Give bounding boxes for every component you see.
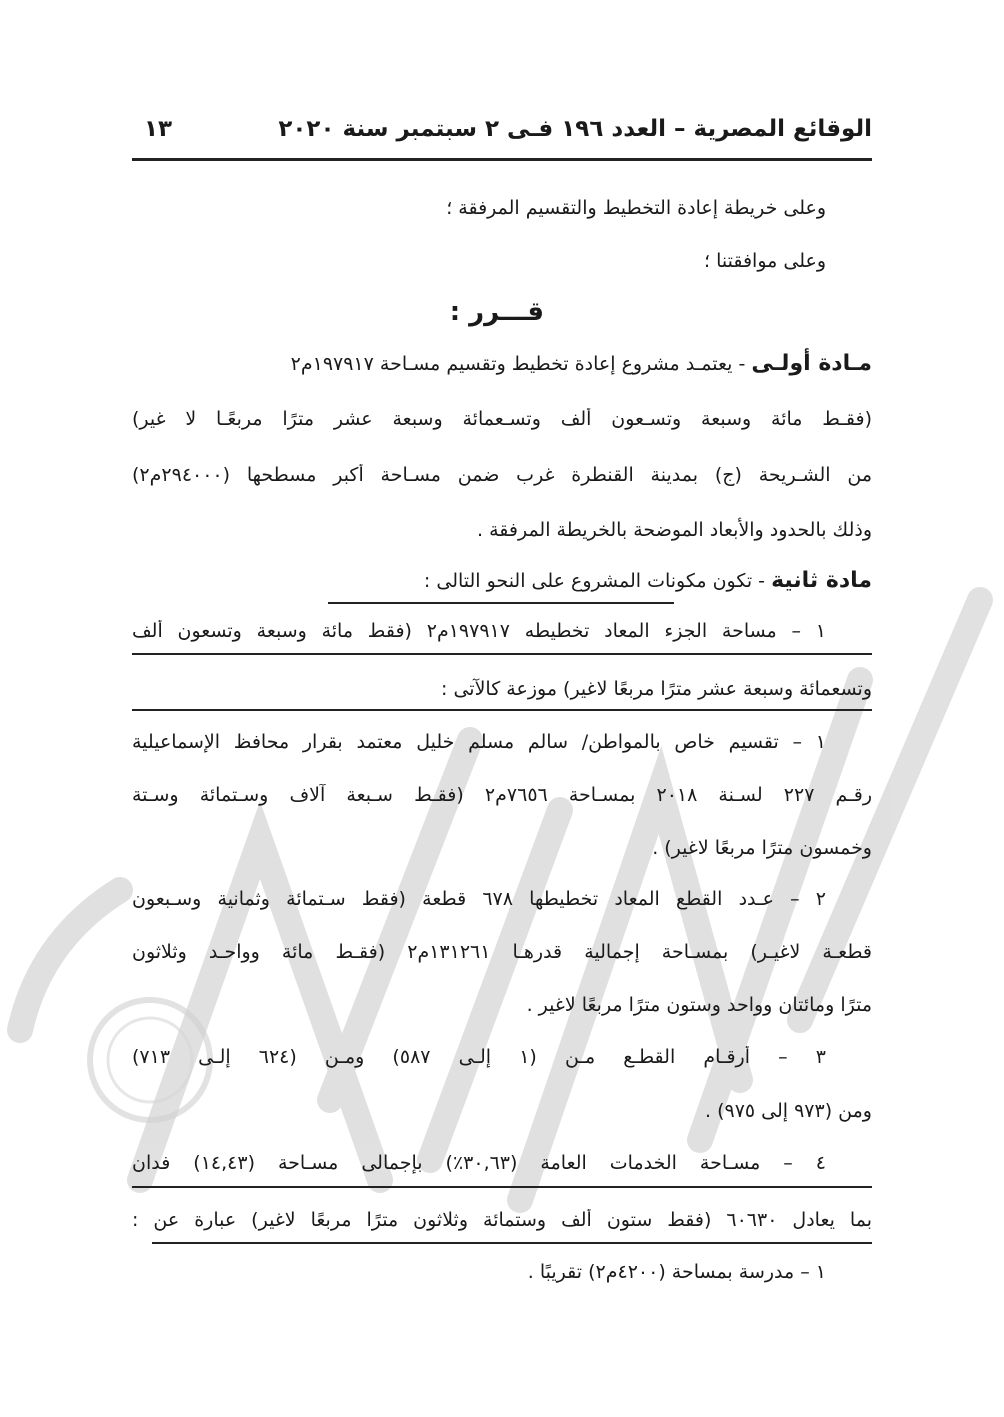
page-header <box>132 112 872 161</box>
sub-three-line-1: ٣ – أرقـام القطـع مـن (١ إلـى ٥٨٧) ومـن (٦٢٤ إلـى ٧١٣) <box>132 1046 826 1068</box>
article-one-line-3: من الشـريحة (ج) بمدينة القنطرة غرب ضمن مسـاحة أكبر مسطحها (٢٩٤٠٠٠م٢) <box>132 464 872 486</box>
sub-four-line-2: بما يعادل ٦٠٦٣٠ (فقط ستون ألف وستمائة وثلاثون مترًا مربعًا لاغير) عبارة عن : <box>132 1209 872 1231</box>
watermark-stamp <box>0 560 1004 1320</box>
article-one-text: - يعتمـد مشروع إعادة تخطيط وتقسيم مسـاحة ١٩٧٩١٧م٢ <box>290 353 746 375</box>
publication-title: الوقائع المصرية – العدد ١٩٦ فـى ٢ سبتمبر سنة ٢٠٢٠ <box>278 116 872 142</box>
article-two-line <box>424 568 872 594</box>
preamble-approval-line: وعلى موافقتنا ؛ <box>704 250 826 272</box>
sub-four-line-1: ٤ – مسـاحة الخدمات العامة (٣٠,٦٣٪) بإجمالى مسـاحة (١٤,٤٣) فدان <box>132 1152 826 1174</box>
sub-two-line-3: مترًا ومائتان وواحد وستون مترًا مربعًا لاغير . <box>526 994 872 1016</box>
sub-two-line-1: ٢ – عـدد القطع المعاد تخطيطها ٦٧٨ قطعة (فقط سـتمائة وثمانية وسـبعون <box>132 888 826 910</box>
item-one-line-2: وتسعمائة وسبعة عشر مترًا مربعًا لاغير) موزعة كالآتى : <box>441 678 872 700</box>
sub-one-line-3: وخمسون مترًا مربعًا لاغير) . <box>652 837 872 859</box>
item-one-underline-2 <box>132 709 872 711</box>
watermark-arc-left <box>20 890 120 1030</box>
sub-three-line-2: ومن (٩٧٣ إلى ٩٧٥) . <box>704 1100 872 1122</box>
article-one-label: مـادة أولـى <box>751 351 872 376</box>
decree-heading: قـــرر : <box>449 297 544 327</box>
sub-two-line-2: قطعـة لاغيـر) بمسـاحة إجمالية قدرهـا ١٣١٢٦١م٢ (فقـط مائة وواحـد وثلاثون <box>132 941 872 963</box>
article-two-text: - تكون مكونات المشروع على النحو التالى : <box>423 570 766 592</box>
article-one-first-line <box>132 351 872 377</box>
sub-four-underline-1 <box>132 1186 872 1188</box>
page-number: ١٣ <box>144 116 173 142</box>
article-one-line-2: (فقـط مائة وسبعة وتسـعون ألف وتسـعمائة وسبعة عشر مترًا مربعًـا لا غير) <box>132 408 872 430</box>
sub-one-line-2: رقـم ٢٢٧ لسـنة ٢٠١٨ بمسـاحة ٧٦٥٦م٢ (فقـط سـبعة آلاف وسـتمائة وسـتة <box>132 784 872 806</box>
article-two-label: مادة ثانية <box>771 568 872 593</box>
item-one-underline-1 <box>132 653 872 655</box>
item-one-line-1: ١ – مساحة الجزء المعاد تخطيطه ١٩٧٩١٧م٢ (فقط مائة وسبعة وتسعون ألف <box>132 620 826 642</box>
preamble-map-line: وعلى خريطة إعادة التخطيط والتقسيم المرفقة ؛ <box>446 197 826 219</box>
sub-four-item-one: ١ – مدرسة بمساحة (٤٢٠٠م٢) تقريبًا . <box>527 1261 826 1283</box>
article-one-line-4: وذلك بالحدود والأبعاد الموضحة بالخريطة المرفقة . <box>477 519 872 541</box>
sub-four-underline-2 <box>152 1242 872 1244</box>
article-two-underline <box>328 602 674 604</box>
sub-one-line-1: ١ – تقسيم خاص بالمواطن/ سالم مسلم خليل معتمد بقرار محافظ الإسماعيلية <box>132 731 826 753</box>
watermark-stroke-2 <box>430 810 560 1160</box>
